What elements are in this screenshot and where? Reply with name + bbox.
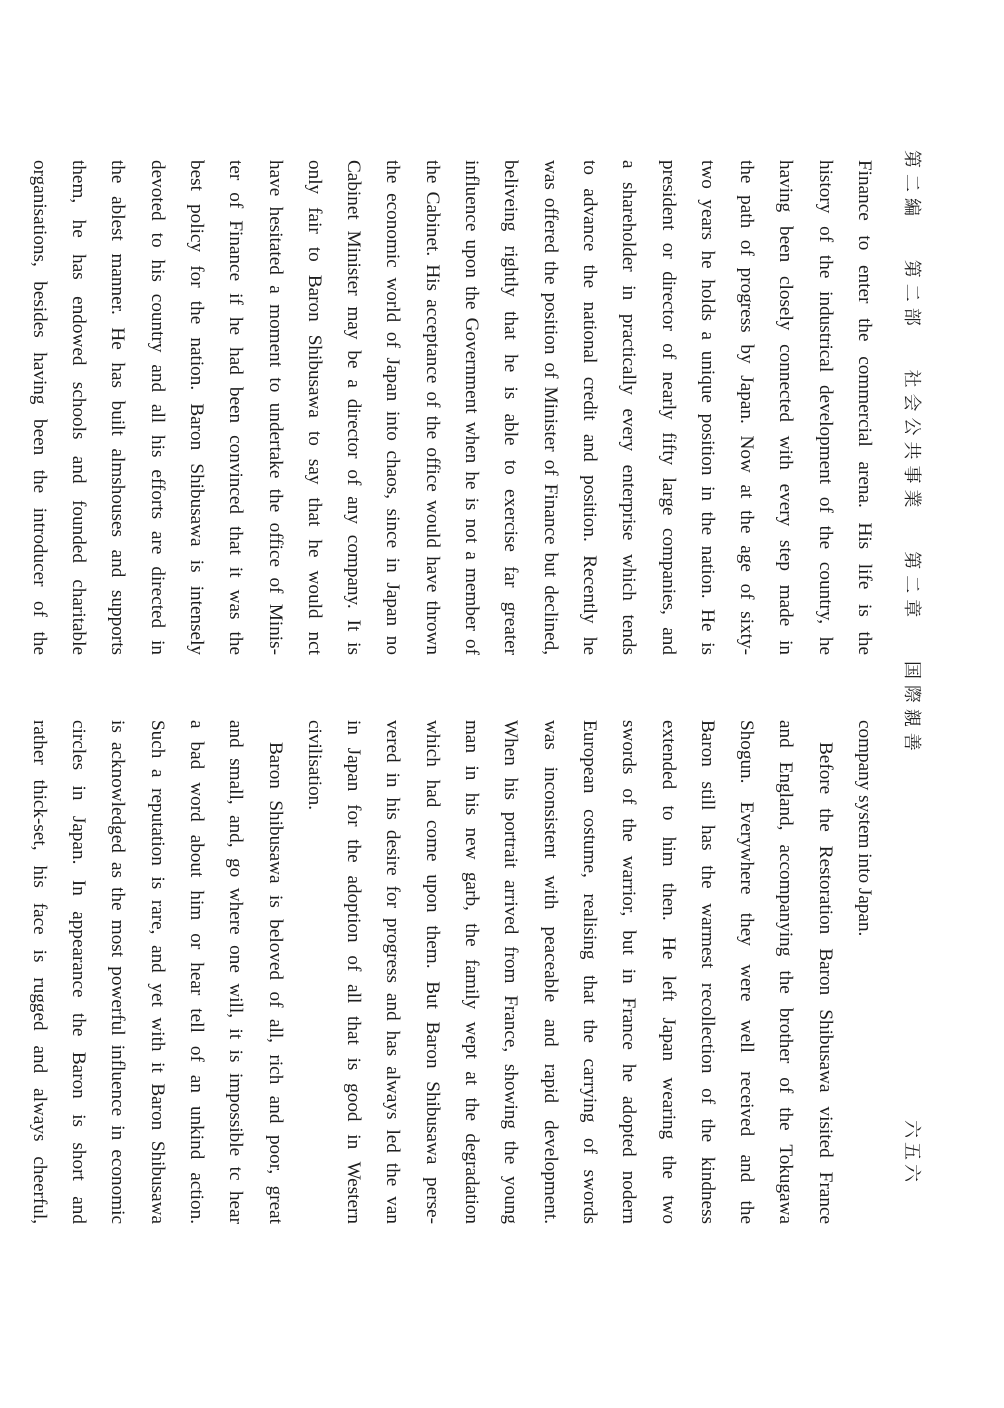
text-line: is acknowledged as the most powerful influence in economic — [107, 720, 129, 1224]
text-line: organisations, besides having been the introducer of the — [28, 160, 50, 655]
text-line: Finance to enter the commercial arena. His life is the — [854, 160, 875, 655]
text-line: and England, accompanying the brother of the Tokugawa — [775, 720, 797, 1224]
text-line: vered in his desire for progress and has always led the van — [382, 720, 404, 1224]
text-line: to advance the national credit and position. Recently he — [578, 160, 600, 655]
text-line: and small, and, go where one will, it is impossible tc hear — [225, 720, 247, 1224]
text-line: history of the industrical development of the country, he — [814, 160, 836, 655]
text-line: the economic world of Japan into chaos, since in Japan no — [382, 160, 404, 655]
text-line: devoted to his country and all his efforts are directed in — [146, 160, 168, 655]
text-line: rather thick-set, his face is rugged and always cheerful, — [28, 720, 50, 1224]
text-line: beliveing rightly that he is able to exercise far greater — [500, 160, 522, 655]
header-section-title: 社会公共事業 — [901, 369, 922, 514]
text-line: was inconsistent with peaceable and rapid development. — [539, 720, 561, 1224]
text-line: best policy for the nation. Baron Shibusawa is intensely — [185, 160, 207, 655]
text-line: When his portrait arrived from France, showing the young — [500, 720, 522, 1224]
text-line: two years he holds a unique position in the nation. He is — [696, 160, 718, 655]
header-part: 第二部 — [901, 259, 922, 332]
text-line: European costume, realising that the carrying of swords — [578, 720, 600, 1224]
text-line: influence upon the Government when he is not a member of — [461, 160, 483, 655]
text-line: a bad word about him or hear tell of an unkind action. — [185, 720, 207, 1224]
text-line: Before the Restoration Baron Shibusawa visited France — [814, 742, 836, 1224]
text-line: Cabinet Minister may be a director of any company. It is — [343, 160, 365, 655]
text-line: have hesitated a moment to undertake the office of Minis- — [264, 160, 286, 655]
header-chapter: 第二章 — [901, 551, 922, 624]
text-line: them, he has endowed schools and founded charitable — [68, 160, 90, 655]
text-line: only fair to Baron Shibusawa to say that he would nct — [303, 160, 325, 655]
text-line: the ablest manner. He has built almshouses and supports — [107, 160, 129, 655]
text-column-right — [19, 720, 884, 1224]
text-line: the path of progress by Japan. Now at the age of sixty- — [736, 160, 758, 655]
text-line: Shogun. Everywhere they were well received and the — [736, 720, 758, 1224]
text-line: extended to him then. He left Japan wearing the two — [657, 720, 679, 1224]
text-line: the Cabinet. His acceptance of the office would have thrown — [421, 160, 443, 655]
text-line: president or director of nearly fifty large companies, and — [657, 160, 679, 655]
text-line: ter of Finance if he had been convinced that it was the — [225, 160, 247, 655]
text-line: Baron still has the warmest recollection of the kindness — [696, 720, 718, 1224]
text-line: which had come upon them. But Baron Shibusawa perse- — [421, 720, 443, 1224]
page-number: 六五六 — [901, 1120, 922, 1186]
text-line: Such a reputation is rare, and yet with it Baron Shibusawa — [146, 720, 168, 1224]
running-header — [900, 150, 926, 783]
text-line: having been closely connected with every step made in — [775, 160, 797, 655]
text-line: in Japan for the adoption of all that is good in Western — [343, 720, 365, 1224]
text-line: civilisation. — [303, 720, 325, 811]
header-chapter-title: 国際親善 — [901, 660, 922, 757]
text-line: swords of the warrior, but in France he adopted nodern — [618, 720, 640, 1224]
text-line: was offered the position of Minister of Finance but declined, — [539, 160, 561, 655]
text-column-left — [19, 160, 884, 655]
text-line: circles in Japan. In appearance the Baron is short and — [68, 720, 90, 1224]
text-line: man in his new garb, the family wept at the degradation — [461, 720, 483, 1224]
text-line: company system into Japan. — [854, 720, 875, 937]
header-volume: 第二編 — [901, 150, 922, 222]
text-line: Baron Shibusawa is beloved of all, rich and poor, great — [264, 742, 286, 1224]
text-line: a shareholder in practically every enterprise which tends — [618, 160, 640, 655]
